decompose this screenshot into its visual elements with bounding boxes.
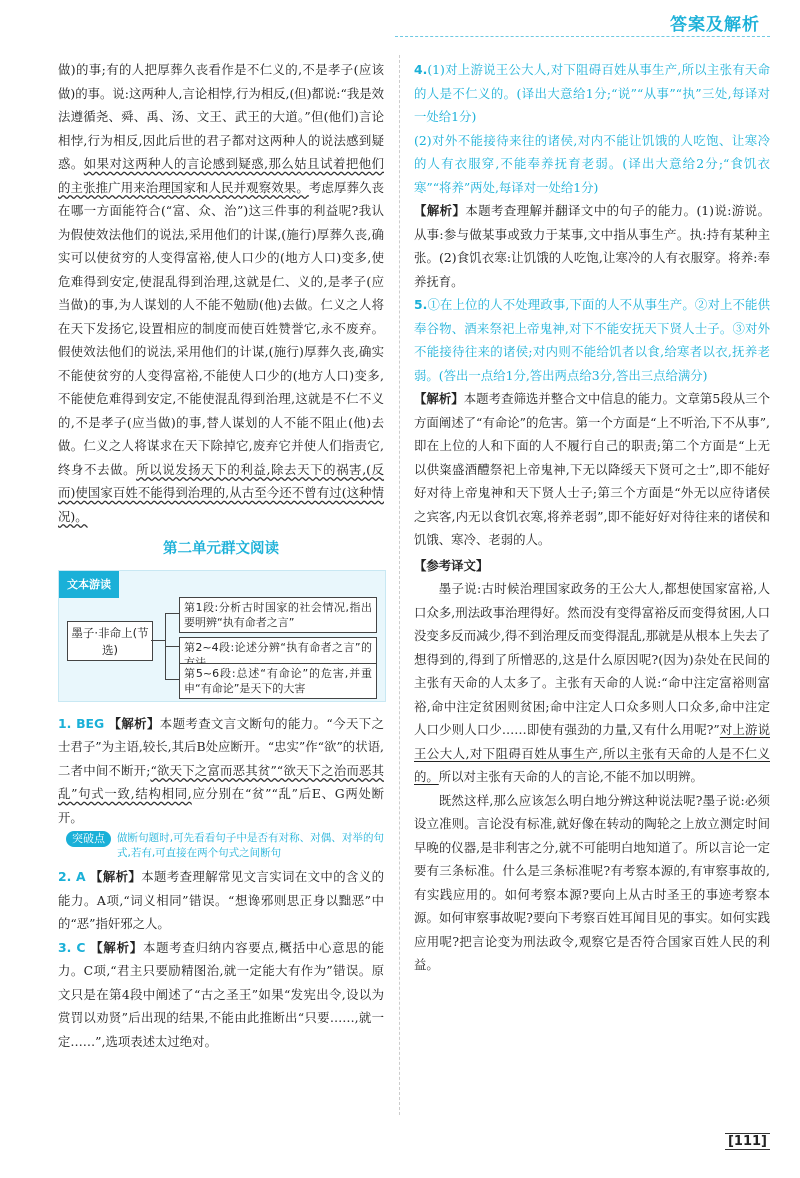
text-tour-diagram xyxy=(58,570,386,702)
header-title: 答案及解析 xyxy=(670,15,760,35)
translation-text-b: 考虑厚葬久丧在哪一方面能符合(“富、众、治”)这三件事的利益呢?我认为假使效法他们的说法,采用他们的计谋,(施行)厚葬久丧,确实可以使贫穷的人变得富裕,使人口少的(地方人口)变多,使危难得到安定,使混乱得到治理,这就是仁、义的,是孝子(应当做)的事,为人谋划的人不能不勉励(他)去做。仁义之人将在天下发扬它,设置相应的制度而使百姓赞誉它,永不废弃。假使效法他们的说法,采用他们的计谋,(施行)厚葬久丧,确实不能使贫穷的人变得富裕,不能使人口少的(地方人口)变多,不能使危难得到安定,不能使混乱得到治理,这就是不仁不义的,不是孝子(应当做)的事,替人谋划的人不能不阻止(他)去做。仁义之人将谋求在天下除掉它,废弃它并使人们指责它,终身不去做。 xyxy=(58,179,385,477)
translation-text-a: 做)的事;有的人把厚葬久丧看作是不仁义的,不是孝子(应该做)的事。说:这两种人,言论相悖,行为相反,(但)都说:“我是效法遵循尧、舜、禹、汤、文王、武王的大道。”但(他们)言论相悖,行为相反,因此后世的君子都对这两种人的说法感到疑惑。 xyxy=(58,62,384,171)
page-number: [ 111 ] xyxy=(725,1133,770,1150)
breakthrough-note xyxy=(66,831,384,861)
answer-5 xyxy=(414,293,770,387)
reference-translation-p1 xyxy=(414,577,770,789)
answer-4-text: 本题考查理解并翻译文中的句子的能力。(1)说:游说。从事:参与做某事或致力于某事,文中指从事生产。执:持有某种主张。(2)食饥衣寒:让饥饿的人吃饱,让寒冷的人有衣服穿。将养:奉养抚育。 xyxy=(414,203,770,289)
translation-continued xyxy=(58,58,384,528)
answer-1-text-b: 应分别在“贫”“乱”后E、G两处断开。 xyxy=(58,786,384,825)
header-divider xyxy=(395,36,770,37)
answer-4-number: 4. xyxy=(414,62,428,77)
breakthrough-text: 做断句题时,可先看看句子中是否有对称、对偶、对举的句式,若有,可直接在两个句式之间断句 xyxy=(117,832,384,859)
answer-4-line1 xyxy=(414,58,770,129)
text-tour-branch-1: 第1段:分析古时国家的社会情况,指出要明辨“执有命者之言” xyxy=(179,597,377,633)
answer-4-part1: (1)对上游说王公大人,对下阻碍百姓从事生产,所以主张有天命的人是不仁义的。(译出大意给1分;“说”“从事”“执”三处,每译对一处给1分) xyxy=(414,62,770,124)
answer-2-tag: 【解析】 xyxy=(90,869,142,884)
translation-wavy-b: 所以说发扬天下的利益,除去天下的祸害,(反而)使国家百姓不能得到治理的,从古至今还不曾有过(这种情况)。 xyxy=(58,461,385,524)
text-tour-root-text: 墨子·非命上(节选) xyxy=(71,625,149,657)
answer-1-tag: 【解析】 xyxy=(108,715,160,731)
answer-5-tag: 【解析】 xyxy=(414,391,464,406)
text-tour-branch-3: 第5~6段:总述“有命论”的危害,并重申“有命论”是天下的大害 xyxy=(179,663,377,699)
reference-translation-title: 【参考译文】 xyxy=(414,557,489,573)
reference-translation-p2: 既然这样,那么应该怎么明白地分辨这种说法呢?墨子说:必须设立准则。言论没有标准,就好像在转动的陶轮之上放立测定时间早晚的仪器,是非利害之分,就不可能明白地知道了。所以言论一定要有三条标准。什么是三条标准呢?有考察本源的,有审察事故的,有实践应用的。如何考察本源?要向上从古时圣王的事迹考察本源。如何审察事故呢?要向下考察百姓耳闻目见的事实。如何实践应用呢?把言论变为刑法政令,观察它是否符合国家百姓人民的利益。 xyxy=(414,792,770,972)
answer-5-text: 本题考查筛选并整合文中信息的能力。文章第5段从三个方面阐述了“有命论”的危害。第一个方面是“上不听治,下不从事”,即在上位的人和下面的人不履行自己的职责;第二个方面是“上无以供粢盛酒醴祭祀上帝鬼神,下无以降绥天下贤可之士”,即不能好好对待上帝鬼神和天下贤人士子;第三个方面是“外无以应待诸侯之宾客,内无以食饥衣寒,将养老弱”,即不能好好对待往来的诸侯和饥饿、寒冷、老弱的人。 xyxy=(414,391,770,547)
ref-p1-text-a: 墨子说:古时候治理国家政务的王公大人,都想使国家富裕,人口众多,刑法政事治理得好。然而没有变得富裕反而变得贫困,人口没变多反而减少,得不到治理反而变得混乱,那就是从根本上失去了想得到的,得到了所憎恶的,这是什么原因呢?(因为)杂处在民间的主张有天命的人太多了。主张有天命的人说:“命中注定富裕则富裕,命中注定贫困则贫困;命中注定人口众多则人口众多,命中注定人口少则人口少……即使有强劲的力量,又有什么用呢?” xyxy=(414,581,770,737)
text-tour-label: 文本游读 xyxy=(59,571,119,599)
answer-2 xyxy=(58,865,384,936)
ref-p1-underlined: 对上游说王公大人,对下阻碍百姓从事生产,所以主张有天命的人是不仁义的。 xyxy=(414,722,770,784)
left-column xyxy=(58,58,384,1053)
connector xyxy=(151,640,165,641)
translation-wavy-a: 如果对这两种人的言论感到疑惑,那么姑且试着把他们的主张推广用来治理国家和人民并观察效果。 xyxy=(58,156,384,195)
answer-2-number: 2. A xyxy=(58,869,86,884)
text-tour-branch-2: 第2~4段:论述分辨“执有命者之言”的 xyxy=(179,637,377,673)
connector xyxy=(165,613,179,614)
answer-1-text-a: 本题考查文言文断句的能力。“今天下之士君子”为主语,较长,其后B处应断开。“忠实”作“欲”的状语,二者中间不断开; xyxy=(58,715,384,778)
answer-4-analysis xyxy=(414,199,770,293)
answer-3-tag: 【解析】 xyxy=(90,939,143,955)
answer-3-number: 3. C xyxy=(58,939,86,955)
answer-5-number: 5. xyxy=(414,297,428,312)
answer-4-tag: 【解析】 xyxy=(414,203,466,218)
connector xyxy=(165,646,179,647)
column-divider xyxy=(399,55,400,1115)
answer-3 xyxy=(58,936,384,1054)
answer-4-part2: (2)对外不能接待来往的诸侯,对内不能让饥饿的人吃饱、让寒冷的人有衣服穿,不能奉养抚育老弱。(译出大意给2分;“食饥衣寒”“将养”两处,每译对一处给1分) xyxy=(414,132,770,195)
answer-5-analysis xyxy=(414,387,770,552)
text-tour-root-node xyxy=(67,621,153,661)
answer-1-number: 1. BEG xyxy=(58,715,105,731)
answer-1 xyxy=(58,712,384,830)
breakthrough-badge: 突破点 xyxy=(66,831,111,847)
section-title: 第二单元群文阅读 xyxy=(163,541,279,557)
right-column xyxy=(414,58,770,977)
answer-3-text: 本题考查归纳内容要点,概括中心意思的能力。C项,“君主只要励精图治,就一定能大有作为”错误。原文只是在第4段中阐述了“古之圣王”如果“发宪出令,设以为赏罚以劝贤”后出现的结果,不能由此推断出“只要……,就一定……”,选项表述太过绝对。 xyxy=(58,939,384,1049)
ref-p1-text-b: 所以对主张有天命的人的言论,不能不加以明辨。 xyxy=(438,769,703,784)
answer-2-text: 本题考查理解常见文言实词在文中的含义的能力。A项,“词义相同”错误。“想谗邪则思正身以黜恶”中的“恶”指奸邪之人。 xyxy=(58,869,385,931)
answer-1-wavy: “欲天下之富而恶其贫”“欲天下之治而恶其乱”句式一致,结构相同, xyxy=(58,762,384,801)
connector xyxy=(165,679,179,680)
answer-5-answer: ①在上位的人不处理政事,下面的人不从事生产。②对上不能供奉谷物、酒来祭祀上帝鬼神,对下不能安抚天下贤人士子。③对外不能接待往来的诸侯;对内则不能给饥者以食,给寒者以衣,抚养老弱。(答出一点给1分,答出两点给3分,答出三点给满分) xyxy=(414,297,770,383)
